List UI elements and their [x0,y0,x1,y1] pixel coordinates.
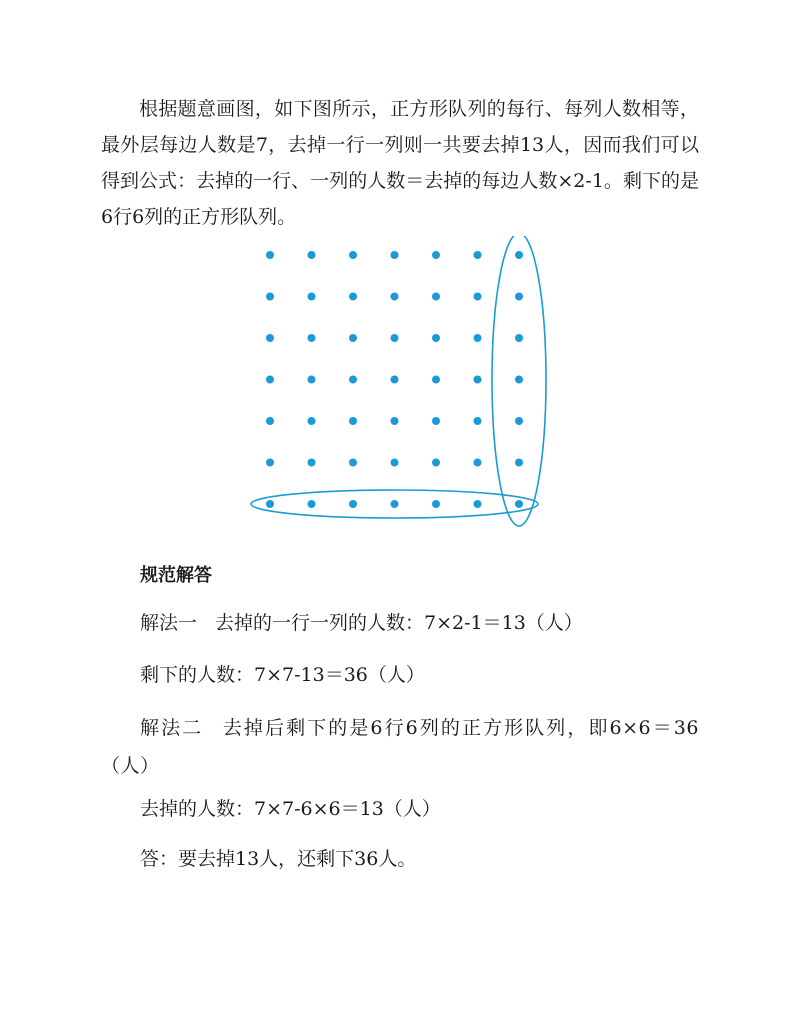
person-dot [349,334,357,342]
person-dot [432,334,440,342]
person-dot [308,251,316,259]
person-dot [266,376,274,384]
person-dot [474,376,482,384]
person-dot [432,251,440,259]
method1-label: 解法一 [140,612,198,634]
solution-heading: 规范解答 [140,565,212,586]
person-dot [391,500,399,508]
person-dot [474,293,482,301]
person-dot [266,293,274,301]
person-dot [349,459,357,467]
person-dot [391,459,399,467]
answer-line: 答：要去掉13人，还剩下36人。 [140,848,417,870]
person-dot [515,500,523,508]
intro-paragraph: 根据题意画图，如下图所示，正方形队列的每行、每列人数相等，最外层每边人数是7，去掉一行一列则一共要去掉13人，因而我们可以得到公式：去掉的一行、一列的人数＝去掉的每边人数×2-1。剩下的是6行6列的正方形队列。 [101,98,699,228]
person-dot [432,459,440,467]
person-dot [349,376,357,384]
person-dot [474,500,482,508]
person-dot [474,417,482,425]
person-dot [474,334,482,342]
person-dot [308,293,316,301]
person-dot [391,334,399,342]
person-dot [349,293,357,301]
person-dot [474,459,482,467]
person-dot [515,293,523,301]
method2-paragraph [101,709,699,785]
method2-text: 去掉后剩下的是6行6列的正方形队列，即6×6＝36（人） [101,717,699,777]
person-dot [391,293,399,301]
person-dot [432,417,440,425]
person-dot [515,376,523,384]
person-dot [474,251,482,259]
method2-label: 解法二 [140,717,204,739]
person-dot [391,376,399,384]
person-dot [266,417,274,425]
person-dot [432,376,440,384]
person-dot [308,334,316,342]
removed-line: 去掉的人数：7×7-6×6＝13（人） [140,798,441,820]
person-dot [515,459,523,467]
person-dot [349,500,357,508]
person-dot [308,417,316,425]
person-dot [391,417,399,425]
person-dot [515,251,523,259]
person-dot [266,334,274,342]
person-dot [515,417,523,425]
person-dot [349,251,357,259]
method1-line [140,609,583,637]
person-dot [349,417,357,425]
person-dot [391,251,399,259]
person-dot [308,459,316,467]
person-dot [432,500,440,508]
person-dot [308,500,316,508]
person-dot [432,293,440,301]
square-formation-figure [240,236,560,536]
person-dot [266,251,274,259]
person-dot [515,334,523,342]
remaining-line: 剩下的人数：7×7-13＝36（人） [140,664,425,686]
person-dot [266,500,274,508]
person-dot [308,376,316,384]
method1-text: 去掉的一行一列的人数：7×2-1＝13（人） [215,612,583,634]
person-dot [266,459,274,467]
